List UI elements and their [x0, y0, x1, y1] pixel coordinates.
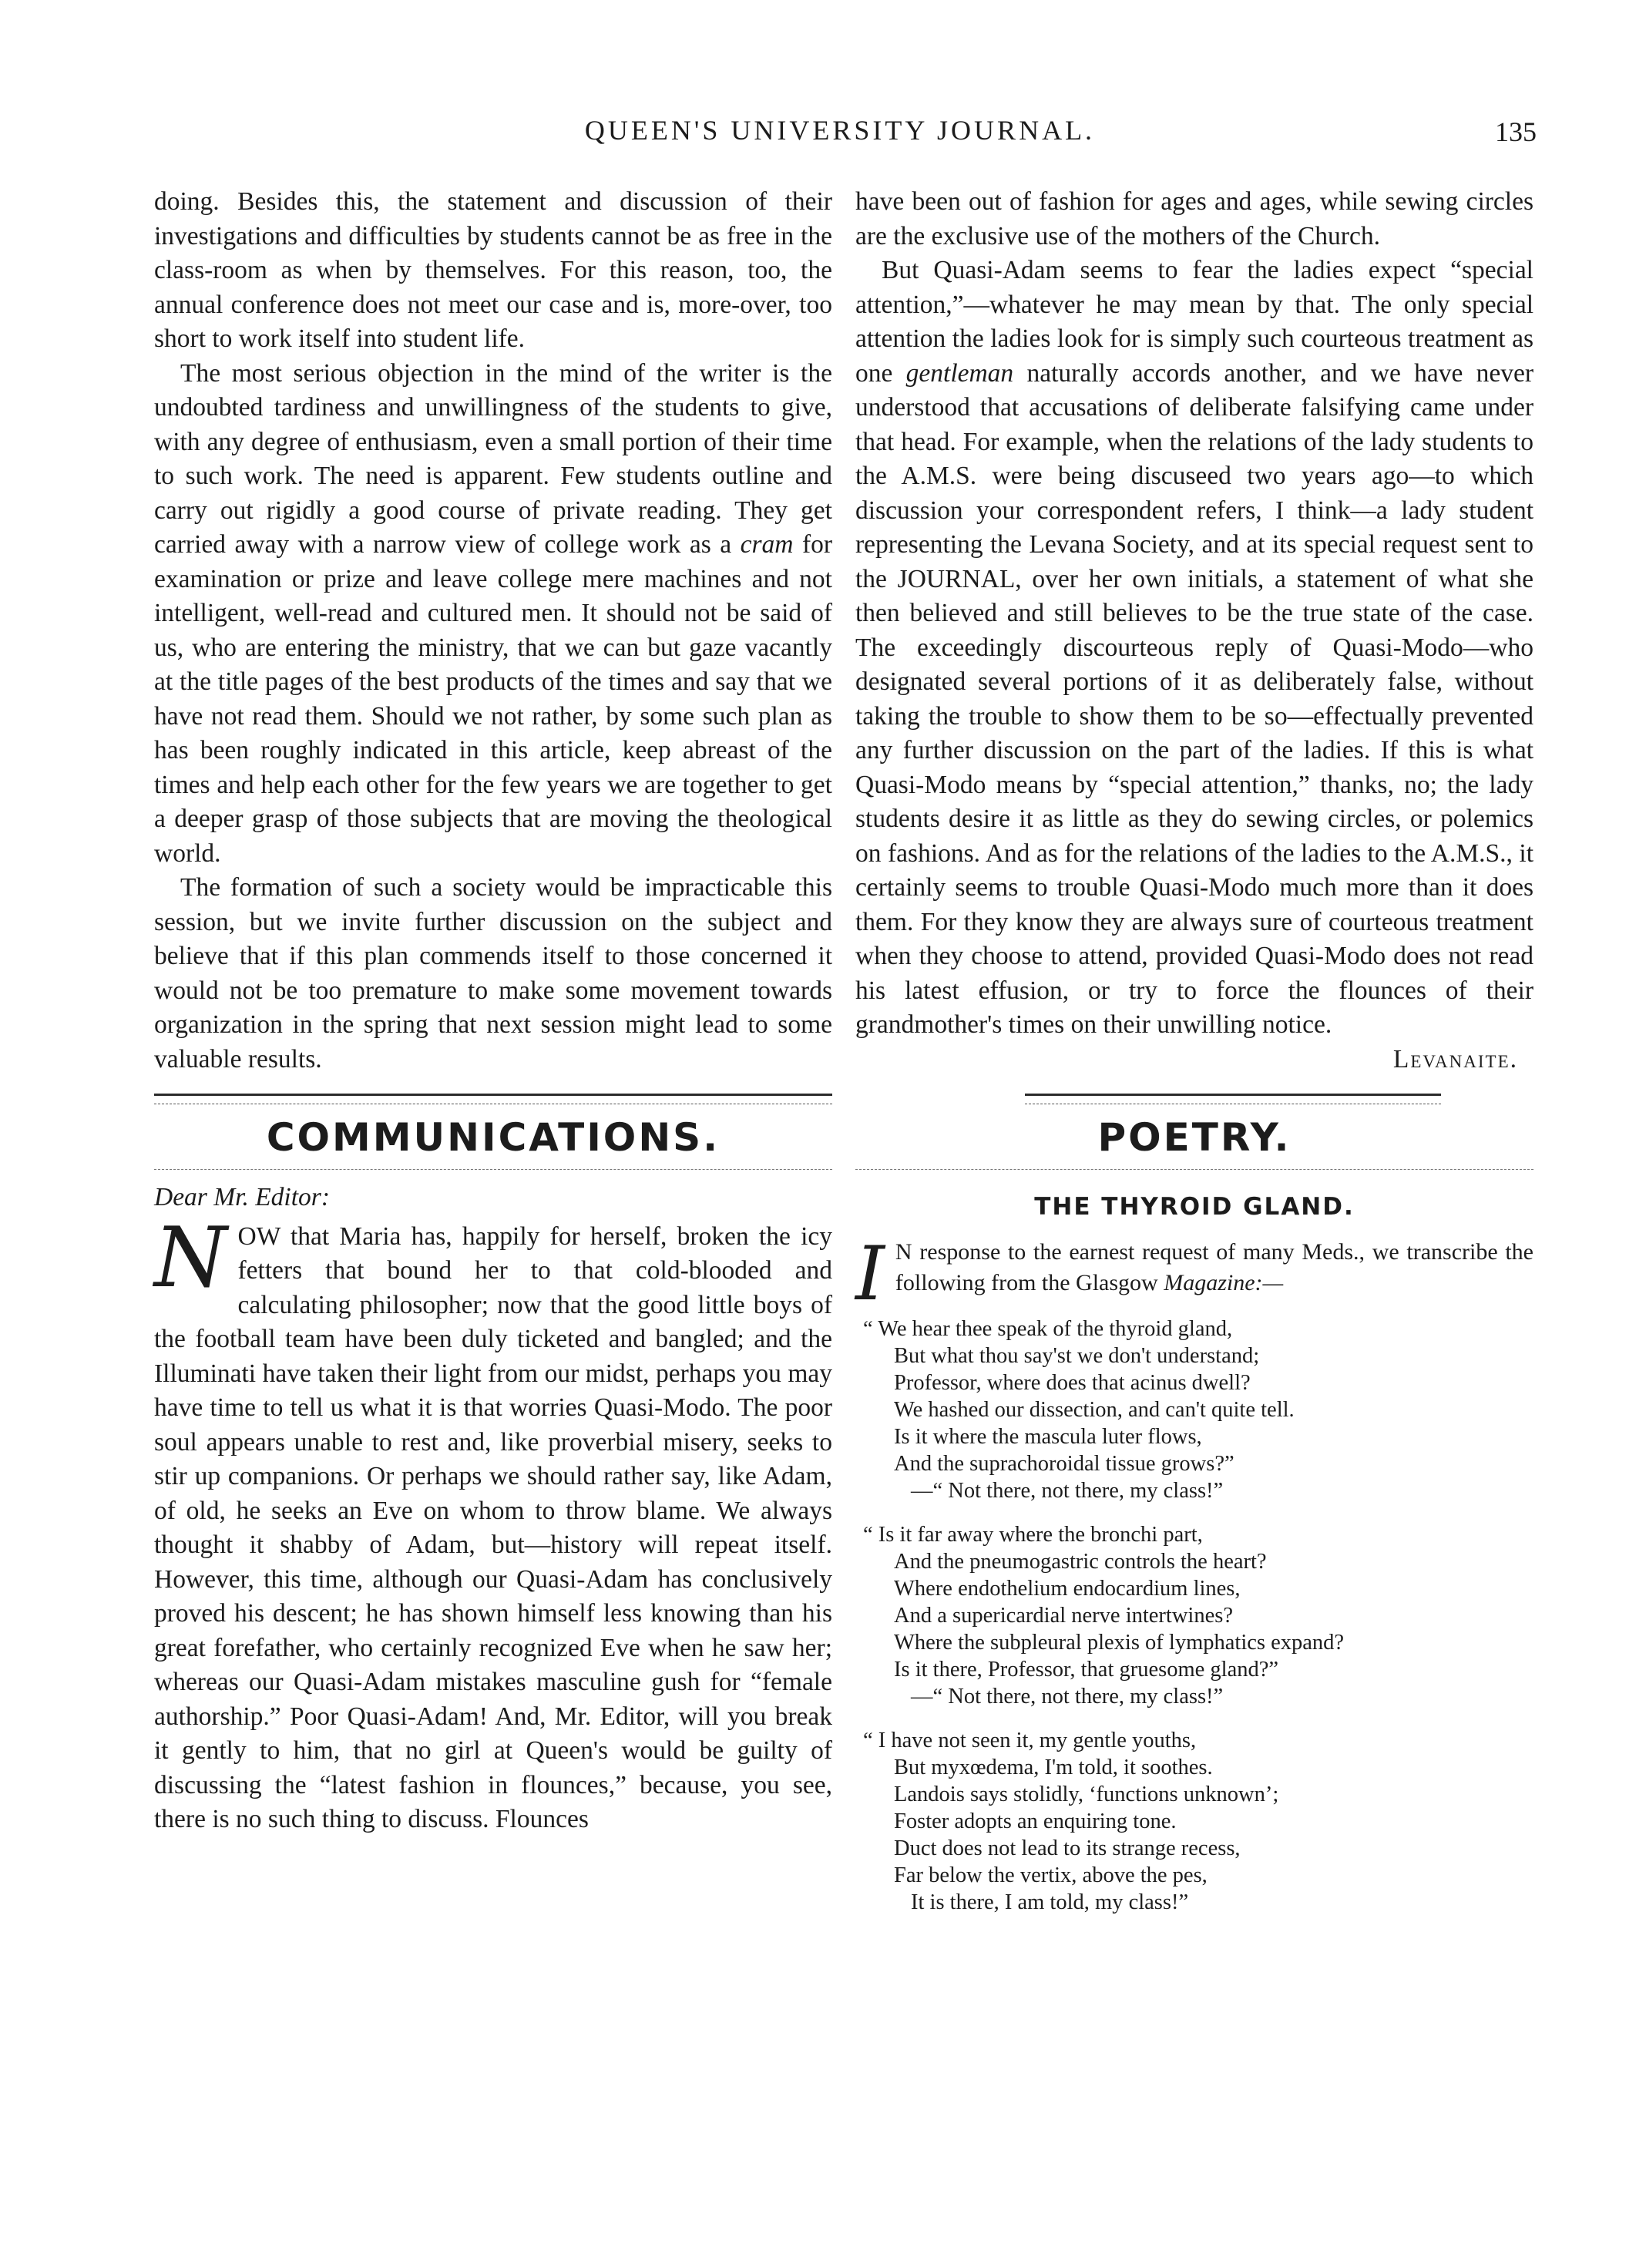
drop-cap: N [154, 1209, 227, 1306]
poem-line: “ Is it far away where the bronchi part, [863, 1522, 1203, 1547]
signature: Levanaite. [1392, 1044, 1518, 1074]
stanza-2 [863, 1521, 1533, 1710]
poem-line: Is it there, Professor, that gruesome gland?” [894, 1657, 1279, 1682]
paragraph [154, 357, 832, 872]
poem-line: But myxœdema, I'm told, it soothes. [894, 1755, 1213, 1779]
poem-line: Duct does not lead to its strange recess, [894, 1836, 1241, 1860]
right-column [855, 185, 1533, 1916]
paragraph: doing. Besides this, the statement and discussion of their investigations and difficulties by students cannot be as free in the class-room as when by themselves. For this reason, too, the annual conference does not meet our case and is, more-over, too short to work itself into student life. [154, 187, 832, 353]
section-divider [1025, 1094, 1441, 1104]
drop-cap: I [855, 1230, 885, 1317]
stanza-1 [863, 1315, 1533, 1504]
text-run: naturally accords another, and we have never understood that accusations of deliberate falsifying came under that head. For example, when the relations of the lady students to the A.M.S. were being discuseed two years ago—to which discussion your correspondent refers, I think—a lady student representing the Levana Society, and at its special request sent to the JOURNAL, over her own initials, a statement of what she then believed and still believes to be the true state of the case. The exceedingly discourteous reply of Quasi-Modo—who designated several portions of it as deliberately false, without taking the trouble to show them to be so—effectually prevented any further discussion on the part of the ladies. If this is what Quasi-Modo means by “special attention,” thanks, no; the lady students desire it as little as they do sewing circles, or polemics on fashions. And as for the relations of the ladies to the A.M.S., it certainly seems to trouble Quasi-Modo much more than it does them. For they know they are always sure of courteous treatment when they choose to attend, provided Quasi-Modo does not read his latest effusion, or try to force the flounces of their grandmother's times on their unwilling notice. [855, 358, 1533, 1039]
poem-line: And a supericardial nerve intertwines? [894, 1603, 1233, 1628]
poem-line: Professor, where does that acinus dwell? [894, 1370, 1251, 1395]
italic-word: Magazine:— [1164, 1269, 1284, 1295]
paragraph: have been out of fashion for ages and ages, while sewing circles are the exclusive use of the mothers of the Church. [855, 187, 1533, 250]
left-column [154, 185, 832, 1837]
poem-line: —“ Not there, not there, my class!” [911, 1684, 1224, 1709]
text-run: OW that Maria has, happily for herself, broken the icy fetters that bound her to that cold-blooded and calculating philosopher; now that the good little boys of the football team have been duly ticketed and bangled; and the Illuminati have taken their light from our midst, perhaps you may have time to tell us what it is that worries Quasi-Modo. The poor soul appears unable to rest and, like proverbial misery, seeks to stir up companions. Or perhaps we should rather say, like Adam, of old, he seeks an Eve on whom to throw blame. We always thought it shabby of Adam, but—history will repeat itself. However, this time, although our Quasi-Adam has conclusively proved his descent; he has shown himself less knowing than his great forefather, who certainly recognized Eve when he saw her; whereas our Quasi-Adam mistakes masculine gush for “female authorship.” Poor Quasi-Adam! And, Mr. Editor, will you break it gently to him, that no girl at Queen's would be guilty of discussing the “latest fashion in flounces,” because, you see, there is no such thing to discuss. Flounces [154, 1221, 832, 1833]
text-run: for examination or prize and leave college mere machines and not intelligent, well-read and cultured men. It should not be said of us, who are entering the ministry, that we can but gaze vacantly at the title pages of the best products of the times and say that we have not read them. Should we not rather, by some such plan as has been roughly indicated in this article, keep abreast of the times and help each other for the few years we are together to get a deeper grasp of those subjects that are moving the theological world. [154, 530, 833, 868]
heading-rule [154, 1169, 832, 1170]
paragraph: The formation of such a society would be impracticable this session, but we invite further discussion on the subject and believe that if this plan commends itself to those concerned it would not be too premature to make some movement towards organization in the spring that next session might lead to some valuable results. [154, 873, 832, 1074]
poem-line: “ We hear thee speak of the thyroid gland, [863, 1316, 1233, 1341]
poem-title: THE THYROID GLAND. [1034, 1193, 1355, 1221]
running-title: QUEEN'S UNIVERSITY JOURNAL. [584, 115, 1096, 146]
paragraph [855, 254, 1533, 1043]
text-run: But Quasi-Adam seems to fear the ladies expect “special attention,”—whatever he may mean by that. The only special attention the ladies look for is simply such courteous treatment as one [855, 256, 1533, 388]
poem-line: Where the subpleural plexis of lymphatics expand? [894, 1630, 1345, 1655]
poem-line: And the suprachoroidal tissue grows?” [894, 1451, 1234, 1476]
letter-paragraph [154, 1209, 832, 1837]
poem-line: But what thou say'st we don't understand; [894, 1343, 1260, 1368]
page-number: 135 [1495, 116, 1537, 147]
poetry-heading: POETRY. [1097, 1115, 1292, 1160]
stanza-3 [863, 1727, 1533, 1916]
poem-line: Far below the vertix, above the pes, [894, 1863, 1208, 1887]
poem-line: We hashed our dissection, and can't quite tell. [894, 1397, 1295, 1422]
poem-line: Foster adopts an enquiring tone. [894, 1809, 1177, 1833]
poem-line: And the pneumogastric controls the heart? [894, 1549, 1267, 1574]
section-divider [154, 1094, 832, 1104]
poem-line: —“ Not there, not there, my class!” [911, 1478, 1224, 1503]
text-run: N response to the earnest request of many Meds., we transcribe the following from the Glasgow [895, 1238, 1533, 1295]
poem-line: Where endothelium endocardium lines, [894, 1576, 1241, 1601]
poem-intro [855, 1230, 1533, 1317]
communications-heading: COMMUNICATIONS. [266, 1115, 721, 1160]
italic-word: cram [740, 530, 794, 559]
poem-line: Landois says stolidly, ‘functions unknown’; [894, 1782, 1279, 1806]
italic-word: gentleman [905, 358, 1014, 388]
poem-line: It is there, I am told, my class!” [911, 1890, 1189, 1914]
text-run: The most serious objection in the mind of the writer is the undoubted tardiness and unwillingness of the students to give, with any degree of enthusiasm, even a small portion of their time to such work. The need is apparent. Few students outline and carry out rigidly a good course of private reading. They get carried away with a narrow view of college work as a [154, 358, 832, 559]
poem-line: Is it where the mascula luter flows, [894, 1424, 1202, 1449]
salutation: Dear Mr. Editor: [154, 1183, 330, 1211]
heading-rule [855, 1169, 1533, 1170]
poem-line: “ I have not seen it, my gentle youths, [863, 1728, 1197, 1752]
